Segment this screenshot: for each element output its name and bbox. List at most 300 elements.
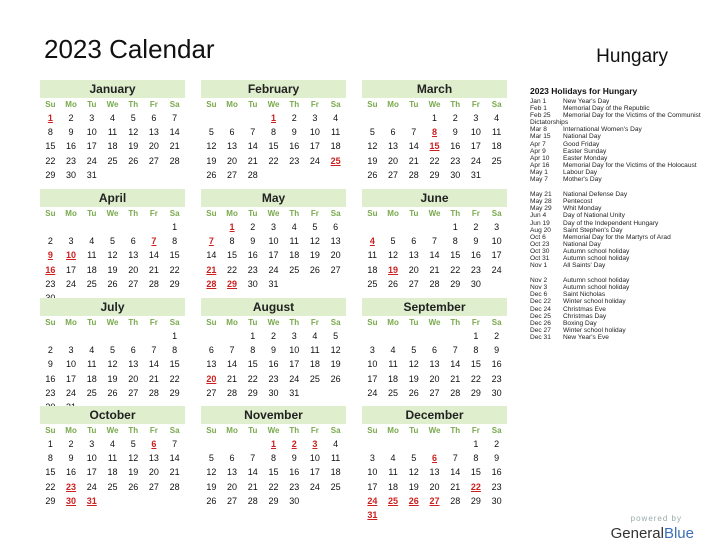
holiday-row [530,313,702,320]
weekday-label: Su [206,100,217,109]
weekday-label: Sa [169,318,180,327]
month-october [40,406,185,508]
day-cell: 8 [172,345,178,356]
day-cell: 2 [270,331,276,341]
day-cell: 16 [247,250,258,261]
day-cell: 20 [330,250,341,261]
day-cell: 21 [247,481,258,492]
holiday-date: Nov 2 [530,277,548,285]
day-cell: 8 [270,127,276,138]
day-grid [40,316,185,414]
holiday-date: Mar 8 [530,126,547,134]
day-cell: 11 [87,250,97,261]
day-cell: 2 [250,222,256,232]
empty-cell [201,329,222,343]
day-cell: 11 [388,467,398,478]
day-cell: 13 [408,250,419,261]
empty-cell [362,437,383,451]
day-cell: 29 [470,387,481,398]
day-cell: 7 [431,236,437,247]
day-cell: 25 [388,387,399,398]
day-cell: 4 [109,113,115,123]
day-cell: 6 [130,236,136,247]
day-cell: 14 [169,453,180,464]
empty-cell [383,220,404,234]
holiday-row [530,141,702,148]
month-september [362,298,507,400]
holiday-row [530,162,702,169]
day-cell: 28 [148,387,159,398]
day-cell: 29 [429,169,440,180]
day-cell: 24 [289,373,300,384]
holiday-row [530,248,702,255]
month-january [40,80,185,182]
day-grid [362,98,507,182]
day-cell: 19 [367,155,378,166]
holiday-day: 25 [388,495,399,506]
day-cell: 29 [45,169,56,180]
day-cell: 6 [229,453,235,464]
holiday-date: Dec 22 [530,298,551,306]
month-name: November [201,406,346,424]
empty-cell [424,220,445,234]
day-cell: 14 [450,359,461,370]
empty-cell [102,329,123,343]
day-cell: 30 [268,387,279,398]
empty-cell [403,220,424,234]
day-cell: 10 [367,359,378,370]
day-cell: 1 [452,222,458,232]
day-cell: 17 [289,359,300,370]
holiday-date: Dec 24 [530,305,551,313]
day-grid [201,316,346,400]
holiday-day: 1 [270,439,276,449]
holiday-date: Feb 25 [530,112,551,120]
day-cell: 19 [408,373,419,384]
empty-cell [383,329,404,343]
day-cell: 17 [367,481,378,492]
holiday-row [530,262,702,269]
day-cell: 3 [68,345,74,356]
day-cell: 31 [470,169,481,180]
day-cell: 23 [289,155,300,166]
holiday-name: Easter Sunday [563,147,607,155]
day-cell: 30 [289,495,300,506]
weekday-label: Su [367,100,378,109]
day-cell: 11 [491,127,502,138]
day-cell: 13 [227,467,238,478]
day-cell: 3 [89,113,95,123]
empty-cell [362,329,383,343]
day-cell: 18 [388,373,399,384]
holiday-date: Jun 4 [530,212,547,220]
day-cell: 7 [229,345,235,356]
day-cell: 18 [491,141,502,152]
weekday-label: Fr [310,100,319,109]
day-cell: 27 [148,481,159,492]
weekday-label: Fr [471,209,480,218]
day-cell: 15 [227,250,238,261]
weekday-label: We [428,426,441,435]
day-cell: 28 [148,278,159,289]
holiday-row [530,241,702,248]
day-cell: 25 [309,373,320,384]
holiday-day: 16 [45,264,56,275]
weekday-label: Sa [491,209,502,218]
weekday-label: Su [45,100,56,109]
day-cell: 14 [247,467,258,478]
weekday-label: Fr [310,426,319,435]
day-cell: 20 [148,467,159,478]
day-cell: 11 [289,236,299,247]
day-cell: 15 [268,467,279,478]
holiday-day: 15 [429,141,440,152]
day-cell: 25 [107,481,118,492]
day-cell: 16 [289,467,300,478]
day-cell: 6 [130,345,136,356]
month-may [201,189,346,291]
empty-cell [424,437,445,451]
weekday-label: Fr [149,426,158,435]
day-cell: 13 [330,236,341,247]
day-cell: 24 [470,155,481,166]
day-cell: 1 [473,331,479,341]
holiday-name: New Year's Eve [563,333,609,341]
day-cell: 24 [367,387,378,398]
weekday-label: Th [450,426,461,435]
empty-cell [403,111,424,125]
day-cell: 22 [268,155,279,166]
holiday-row [530,105,702,112]
day-cell: 9 [270,345,276,356]
holiday-name: National Day [563,240,601,248]
day-cell: 23 [491,373,502,384]
weekday-label: Su [367,209,378,218]
day-grid [362,316,507,400]
empty-cell [242,111,263,125]
day-cell: 13 [206,359,217,370]
day-cell: 4 [333,113,339,123]
holiday-row [530,198,702,205]
day-cell: 15 [470,359,481,370]
month-july [40,298,185,414]
weekday-label: Sa [491,100,502,109]
day-cell: 12 [408,359,419,370]
day-cell: 20 [429,373,440,384]
empty-cell [242,437,263,451]
day-cell: 1 [473,439,479,449]
weekday-label: Tu [248,426,258,435]
day-cell: 3 [89,439,95,449]
holiday-row [530,133,702,140]
day-cell: 10 [289,345,300,356]
day-cell: 16 [45,373,56,384]
holiday-day: 25 [330,155,341,166]
weekday-label: Tu [87,318,97,327]
holiday-name: Good Friday [563,140,600,148]
empty-cell [445,329,466,343]
weekday-label: Mo [65,209,77,218]
day-cell: 10 [309,453,320,464]
day-cell: 12 [128,127,139,138]
day-cell: 27 [206,387,217,398]
weekday-label: Th [128,209,139,218]
holiday-row [530,169,702,176]
day-cell: 10 [86,127,97,138]
holiday-name: Winter school holiday [563,298,626,306]
empty-cell [144,329,165,343]
day-grid [40,207,185,305]
holiday-row [530,320,702,327]
generalblue-logo[interactable] [611,525,694,542]
month-name: July [40,298,185,316]
day-cell: 29 [169,278,180,289]
day-cell: 24 [66,278,77,289]
day-cell: 15 [169,250,180,261]
holiday-name: Autumn school holiday [563,254,630,262]
day-cell: 22 [450,264,461,275]
day-cell: 30 [247,278,258,289]
day-cell: 4 [89,345,95,356]
empty-cell [40,329,61,343]
weekday-label: Sa [169,209,180,218]
day-cell: 17 [66,373,77,384]
holiday-name: Memorial Day for the Martyrs of Arad [563,233,671,241]
day-cell: 6 [333,222,339,232]
day-cell: 2 [494,331,500,341]
day-cell: 22 [45,155,56,166]
day-cell: 12 [206,467,217,478]
day-cell: 21 [148,264,159,275]
day-cell: 16 [289,141,300,152]
holiday-day: 3 [312,439,318,449]
holiday-row [530,98,702,105]
day-cell: 27 [388,169,399,180]
holiday-name: International Women's Day [563,126,642,134]
day-cell: 12 [206,141,217,152]
holiday-day: 9 [47,250,53,261]
day-cell: 27 [128,278,139,289]
day-cell: 20 [227,155,238,166]
day-cell: 25 [289,264,300,275]
weekday-label: We [106,426,119,435]
day-cell: 7 [452,453,458,464]
day-grid [201,424,346,508]
day-cell: 14 [169,127,180,138]
weekday-label: Su [206,426,217,435]
day-cell: 13 [128,359,139,370]
weekday-label: Sa [169,100,180,109]
day-cell: 18 [107,467,118,478]
day-cell: 18 [309,359,320,370]
weekday-label: Sa [491,318,502,327]
day-cell: 4 [494,113,500,123]
weekday-label: Sa [169,426,180,435]
day-cell: 13 [388,141,399,152]
day-cell: 11 [107,127,118,138]
weekday-label: Fr [471,318,480,327]
day-cell: 19 [408,481,419,492]
day-cell: 8 [250,345,256,356]
spacer [530,183,702,191]
day-cell: 11 [87,359,97,370]
day-cell: 16 [470,250,481,261]
day-cell: 2 [494,439,500,449]
weekday-label: Tu [248,318,258,327]
empty-cell [403,437,424,451]
day-cell: 20 [227,481,238,492]
month-name: March [362,80,507,98]
day-cell: 4 [89,236,95,247]
weekday-label: Fr [310,209,319,218]
day-cell: 19 [330,359,341,370]
weekday-label: Su [45,426,56,435]
day-cell: 10 [66,359,77,370]
day-cell: 16 [491,359,502,370]
day-cell: 7 [172,439,178,449]
day-cell: 17 [309,141,320,152]
day-cell: 5 [333,331,339,341]
weekday-label: Th [289,318,300,327]
holiday-name: Whit Monday [563,205,602,213]
weekday-label: We [428,318,441,327]
day-cell: 18 [86,264,97,275]
weekday-label: Sa [491,426,502,435]
holiday-day: 24 [367,495,378,506]
holiday-date: Apr 9 [530,147,546,155]
day-cell: 13 [429,467,440,478]
day-cell: 17 [86,141,97,152]
weekday-label: We [267,426,280,435]
weekday-label: Tu [409,209,419,218]
day-cell: 16 [66,141,77,152]
weekday-label: Sa [330,318,341,327]
weekday-label: Fr [310,318,319,327]
holiday-day: 1 [47,113,53,123]
empty-cell [383,437,404,451]
weekday-label: We [106,100,119,109]
day-cell: 12 [408,467,419,478]
day-cell: 21 [429,264,440,275]
weekday-label: Tu [87,426,97,435]
day-cell: 3 [369,453,375,464]
holiday-date: Aug 20 [530,226,551,234]
day-cell: 11 [330,453,341,464]
holiday-day: 7 [151,236,157,247]
weekday-label: Mo [226,318,238,327]
day-cell: 3 [68,236,74,247]
holiday-name: Christmas Day [563,312,607,320]
day-cell: 25 [491,155,502,166]
weekday-label: Su [206,318,217,327]
holiday-day: 1 [270,113,276,123]
month-name: April [40,189,185,207]
holiday-date: Nov 3 [530,284,548,292]
day-cell: 25 [330,481,341,492]
day-cell: 11 [367,250,378,261]
weekday-label: Th [289,100,300,109]
day-cell: 27 [330,264,341,275]
day-cell: 4 [333,439,339,449]
holiday-date: Dec 6 [530,291,548,299]
empty-cell [201,220,222,234]
weekday-label: Th [450,100,461,109]
day-cell: 2 [68,439,74,449]
day-cell: 29 [470,495,481,506]
day-cell: 6 [229,127,235,138]
holiday-day: 27 [429,495,440,506]
day-cell: 15 [45,467,56,478]
holiday-date: Apr 10 [530,154,550,162]
holiday-day: 8 [431,127,437,138]
day-cell: 3 [369,345,375,356]
holiday-list-title: 2023 Holidays for Hungary [530,86,638,96]
weekday-label: Mo [65,100,77,109]
day-cell: 28 [247,169,258,180]
day-cell: 30 [470,278,481,289]
day-grid [40,424,185,508]
day-cell: 17 [470,141,481,152]
holiday-date: Dec 31 [530,333,551,341]
holiday-name: Memorial Day for the Victims of the Communist Dictatorships [530,112,701,127]
day-cell: 6 [411,236,417,247]
day-cell: 20 [388,155,399,166]
day-cell: 24 [86,481,97,492]
day-cell: 20 [128,264,139,275]
empty-cell [81,329,102,343]
day-cell: 10 [470,127,481,138]
day-cell: 20 [148,141,159,152]
empty-cell [81,220,102,234]
day-cell: 21 [450,481,461,492]
day-cell: 5 [312,222,318,232]
holiday-row [530,327,702,334]
weekday-label: Tu [87,209,97,218]
day-cell: 1 [172,222,178,232]
month-name: October [40,406,185,424]
month-november [201,406,346,508]
day-cell: 15 [247,359,258,370]
day-cell: 21 [169,467,180,478]
day-cell: 26 [107,387,118,398]
day-cell: 8 [172,236,178,247]
day-cell: 24 [268,264,279,275]
day-cell: 31 [289,387,300,398]
holiday-row [530,291,702,298]
day-cell: 16 [450,141,461,152]
day-cell: 2 [47,236,53,247]
day-cell: 18 [388,481,399,492]
day-cell: 14 [450,467,461,478]
weekday-label: We [267,100,280,109]
day-cell: 8 [473,453,479,464]
day-cell: 27 [227,169,238,180]
day-cell: 18 [330,141,341,152]
day-cell: 21 [450,373,461,384]
day-cell: 27 [408,278,419,289]
holiday-row [530,220,702,227]
day-cell: 12 [330,345,341,356]
weekday-label: Tu [248,209,258,218]
day-cell: 13 [128,250,139,261]
day-cell: 19 [309,250,320,261]
holiday-date: Dec 25 [530,312,551,320]
day-cell: 24 [309,155,320,166]
day-cell: 1 [250,331,256,341]
month-name: May [201,189,346,207]
day-cell: 1 [431,113,437,123]
holiday-date: Feb 1 [530,105,547,113]
